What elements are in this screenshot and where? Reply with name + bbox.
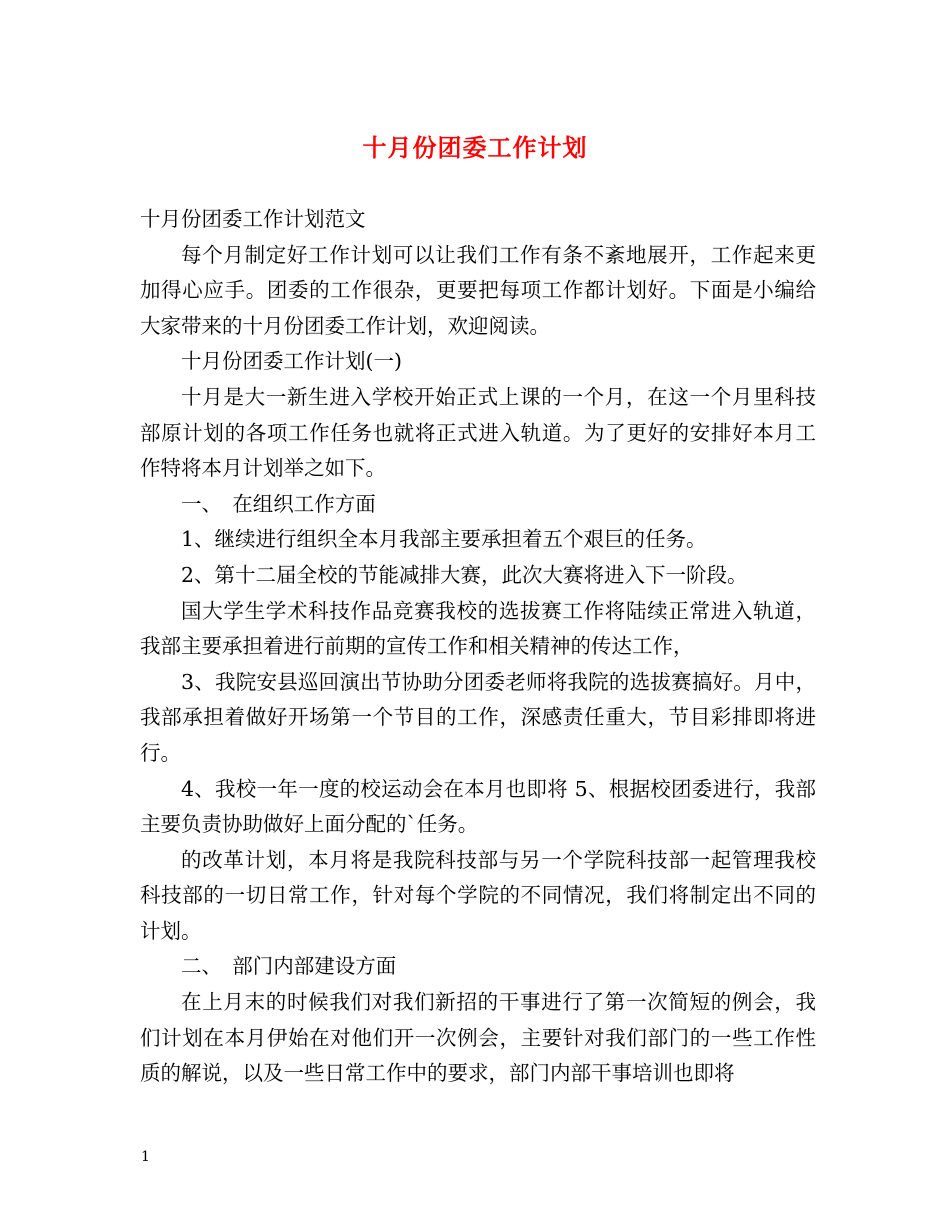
list-item-1: 1、继续进行组织全本月我部主要承担着五个艰巨的任务。 — [181, 527, 707, 552]
list-item-4: 4、我校一年一度的校运动会在本月也即将 5、根据校团委进行，我部主要负责协助做好上面分配的`任务。 — [140, 776, 816, 837]
list-item-2: 2、第十二届全校的节能减排大赛，此次大赛将进入下一阶段。 — [181, 562, 748, 587]
paragraph-subtitle: 十月份团委工作计划范文 — [140, 207, 366, 231]
list-item-3: 3、我院安县巡回演出节协助分团委老师将我院的选拔赛搞好。月中，我部承担着做好开场第一个节目的工作，深感责任重大，节目彩排即将进行。 — [140, 669, 816, 765]
section-heading-internal: 二、 部门内部建设方面 — [181, 954, 397, 979]
section-heading-organization: 一、 在组织工作方面 — [181, 491, 376, 516]
document-body — [140, 202, 816, 1092]
paragraph-meeting: 在上月末的时候我们对我们新招的干事进行了第一次简短的例会，我们计划在本月伊始在对他们开一次例会，主要针对我们部门的一些工作性质的解说，以及一些日常工作中的要求，部门内部干事培训也即将 — [140, 990, 816, 1086]
section-heading-plan-one: 十月份团委工作计划(一) — [181, 349, 402, 374]
document-title: 十月份团委工作计划 — [362, 133, 588, 162]
page-number: 1 — [141, 1149, 150, 1165]
paragraph-reform: 的改革计划，本月将是我院科技部与另一个学院科技部一起管理我校科技部的一切日常工作，针对每个学院的不同情况，我们将制定出不同的计划。 — [140, 847, 816, 943]
paragraph-intro: 每个月制定好工作计划可以让我们工作有条不紊地展开，工作起来更加得心应手。团委的工作很杂，更要把每项工作都计划好。下面是小编给大家带来的十月份团委工作计划，欢迎阅读。 — [140, 242, 816, 338]
paragraph-october: 十月是大一新生进入学校开始正式上课的一个月，在这一个月里科技部原计划的各项工作任务也就将正式进入轨道。为了更好的安排好本月工作特将本月计划举之如下。 — [140, 384, 816, 481]
paragraph-competition: 国大学生学术科技作品竞赛我校的选拔赛工作将陆续正常进入轨道，我部主要承担着进行前期的宣传工作和相关精神的传达工作， — [140, 598, 816, 659]
